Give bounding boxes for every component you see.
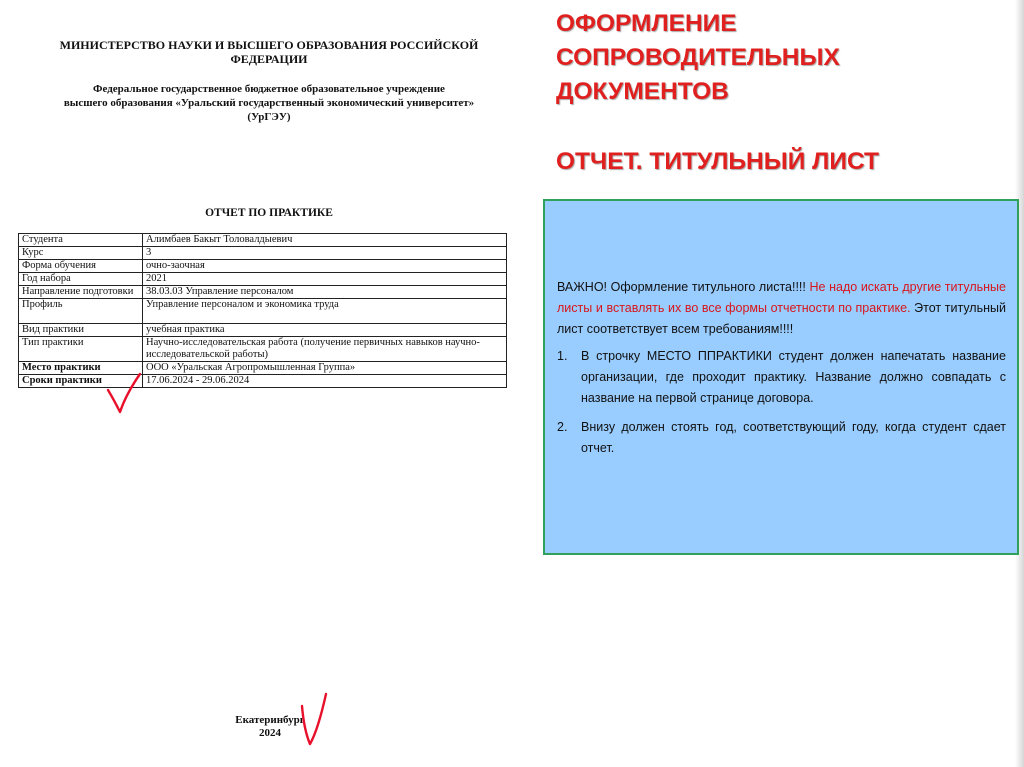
row-label: Место практики — [19, 362, 143, 375]
row-value: 3 — [143, 247, 507, 260]
institution-line-2: высшего образования «Уральский государственный экономический университет» — [63, 97, 475, 109]
table-row — [19, 273, 507, 286]
student-info-table — [18, 233, 507, 388]
slide-subheading: ОТЧЕТ. ТИТУЛЬНЫЙ ЛИСТ — [556, 148, 879, 175]
list-item-number: 2. — [557, 420, 568, 434]
row-value: Управление персоналом и экономика труда — [143, 299, 507, 324]
report-title: ОТЧЕТ ПО ПРАКТИКЕ — [205, 207, 333, 219]
row-label: Студента — [19, 234, 143, 247]
row-value: ООО «Уральская Агропромышленная Группа» — [143, 362, 507, 375]
row-label: Год набора — [19, 273, 143, 286]
important-note-box — [543, 199, 1019, 555]
row-label: Курс — [19, 247, 143, 260]
check-mark-icon — [298, 690, 334, 748]
row-value: учебная практика — [143, 324, 507, 337]
note-tail: Этот титульный лист соответствует всем требованиям!!!! — [557, 301, 1006, 336]
table-row — [19, 324, 507, 337]
note-warning: Не надо искать другие титульные листы и вставлять их во все формы отчетности по практике. — [557, 280, 1006, 315]
heading-line-2: СОПРОВОДИТЕЛЬНЫХ — [556, 44, 840, 71]
table-row — [19, 337, 507, 362]
table-row — [19, 260, 507, 273]
table-row — [19, 375, 507, 388]
list-item-text: В строчку МЕСТО ППРАКТИКИ студент должен напечатать название организации, где проходит практику. Название должно совпадать с название на первой странице договора. — [581, 349, 1006, 405]
row-label: Вид практики — [19, 324, 143, 337]
heading-line-1: ОФОРМЛЕНИЕ — [556, 10, 737, 37]
table-row — [19, 299, 507, 324]
row-value: 2021 — [143, 273, 507, 286]
table-row — [19, 234, 507, 247]
list-item — [557, 417, 1006, 459]
heading-line-3: ДОКУМЕНТОВ — [556, 78, 729, 105]
table-row — [19, 362, 507, 375]
note-intro: ВАЖНО! Оформление титульного листа!!!! — [557, 280, 810, 294]
row-label: Форма обучения — [19, 260, 143, 273]
institution-name — [20, 82, 518, 124]
city: Екатеринбург — [235, 714, 305, 726]
row-label: Тип практики — [19, 337, 143, 362]
table-row — [19, 247, 507, 260]
ministry-name: МИНИСТЕРСТВО НАУКИ И ВЫСШЕГО ОБРАЗОВАНИЯ РОССИЙСКОЙ ФЕДЕРАЦИИ — [59, 38, 479, 66]
table-row — [19, 286, 507, 299]
slide-heading — [556, 7, 996, 109]
institution-line-3: (УрГЭУ) — [247, 111, 291, 123]
list-item-text: Внизу должен стоять год, соответствующий году, когда студент сдает отчет. — [581, 420, 1006, 455]
row-value: Алимбаев Бакыт Толовалдыевич — [143, 234, 507, 247]
row-value: 38.03.03 Управление персоналом — [143, 286, 507, 299]
list-item — [557, 346, 1006, 409]
row-label: Профиль — [19, 299, 143, 324]
row-label: Сроки практики — [19, 375, 143, 388]
row-value: Научно-исследовательская работа (получение первичных навыков научно-исследовательской работы) — [143, 337, 507, 362]
row-label: Направление подготовки — [19, 286, 143, 299]
year: 2024 — [259, 727, 281, 739]
note-list — [557, 346, 1006, 459]
check-mark-icon — [104, 372, 146, 418]
institution-line-1: Федеральное государственное бюджетное образовательное учреждение — [93, 83, 445, 95]
row-value: очно-заочная — [143, 260, 507, 273]
row-value: 17.06.2024 - 29.06.2024 — [143, 375, 507, 388]
list-item-number: 1. — [557, 349, 568, 363]
important-note-text — [557, 277, 1006, 340]
